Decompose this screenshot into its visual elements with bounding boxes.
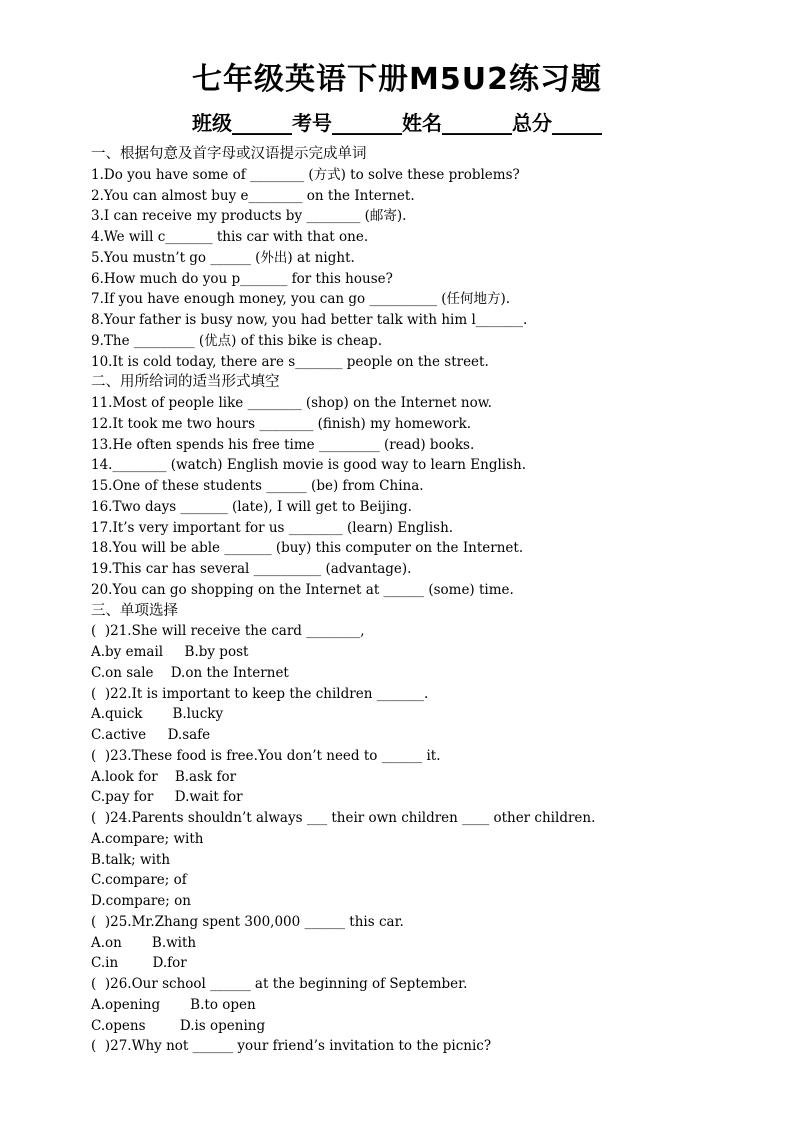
question-line: 8.Your father is busy now, you had better talk with him l_______. [91,312,528,328]
question-line: A.opening B.to open [91,996,256,1013]
question-line: 14.________ (watch) English movie is good way to learn English. [91,457,527,474]
student-info-line: 班级______考号_______姓名_______总分_____ [192,111,602,135]
question-line: 6.How much do you p_______ for this house? [91,270,393,287]
question-line: 1.Do you have some of ________ (方式) to solve these problems? [91,166,520,183]
section-heading: 一、根据句意及首字母或汉语提示完成单词 [91,146,367,162]
question-line: ( )26.Our school ______ at the beginning of September. [91,976,468,992]
section-heading: 二、用所给词的适当形式填空 [91,374,280,391]
question-line: ( )22.It is important to keep the children _______. [91,685,429,702]
question-line: 7.If you have enough money, you can go __________ (任何地方). [91,291,511,308]
question-line: A.look for B.ask for [91,768,237,785]
question-line: C.on sale D.on the Internet [91,664,289,681]
question-line: 17.It’s very important for us ________ (learn) English. [91,519,454,536]
question-line: 11.Most of people like ________ (shop) on the Internet now. [91,395,492,411]
question-line: D.compare; on [91,893,191,909]
question-line: A.by email B.by post [91,644,249,660]
question-line: A.quick B.lucky [91,706,224,723]
question-line: 19.This car has several __________ (advantage). [91,561,412,577]
question-line: 3.I can receive my products by ________ (邮寄). [91,208,407,225]
question-line: ( )27.Why not ______ your friend’s invitation to the picnic? [91,1038,492,1055]
question-line: B.talk; with [91,851,171,868]
question-line: 16.Two days _______ (late), I will get to Beijing. [91,498,412,515]
question-line: C.compare; of [91,872,187,889]
question-line: C.in D.for [91,955,187,972]
question-line: 2.You can almost buy e________ on the Internet. [91,187,415,204]
question-line: 15.One of these students ______ (be) from China. [91,478,424,494]
question-line: ( )21.She will receive the card ________, [91,623,365,640]
question-line: 9.The _________ (优点) of this bike is cheap. [91,332,382,349]
question-line: 10.It is cold today, there are s_______ people on the street. [91,353,489,370]
question-line: ( )24.Parents shouldn’t always ___ their own children ____ other children. [91,810,596,826]
page-title: 七年级英语下册M5U2练习题 [192,62,602,97]
section-heading: 三、单项选择 [91,602,178,619]
question-line: 13.He often spends his free time _________ (read) books. [91,436,475,453]
question-line: A.compare; with [91,830,204,847]
question-line: ( )23.These food is free.You don’t need to ______ it. [91,747,441,764]
question-line: 20.You can go shopping on the Internet at ______ (some) time. [91,581,514,598]
question-line: C.pay for D.wait for [91,789,243,806]
question-line: C.opens D.is opening [91,1017,266,1034]
question-line: ( )25.Mr.Zhang spent 300,000 ______ this car. [91,913,404,930]
question-line: 5.You mustn’t go ______ (外出) at night. [91,249,355,266]
question-line: A.on B.with [91,934,197,951]
question-list [91,144,781,1057]
question-line: 4.We will c_______ this car with that one. [91,229,369,245]
question-line: C.active D.safe [91,727,211,743]
question-line: 12.It took me two hours ________ (finish) my homework. [91,415,472,432]
question-line: 18.You will be able _______ (buy) this computer on the Internet. [91,540,524,557]
